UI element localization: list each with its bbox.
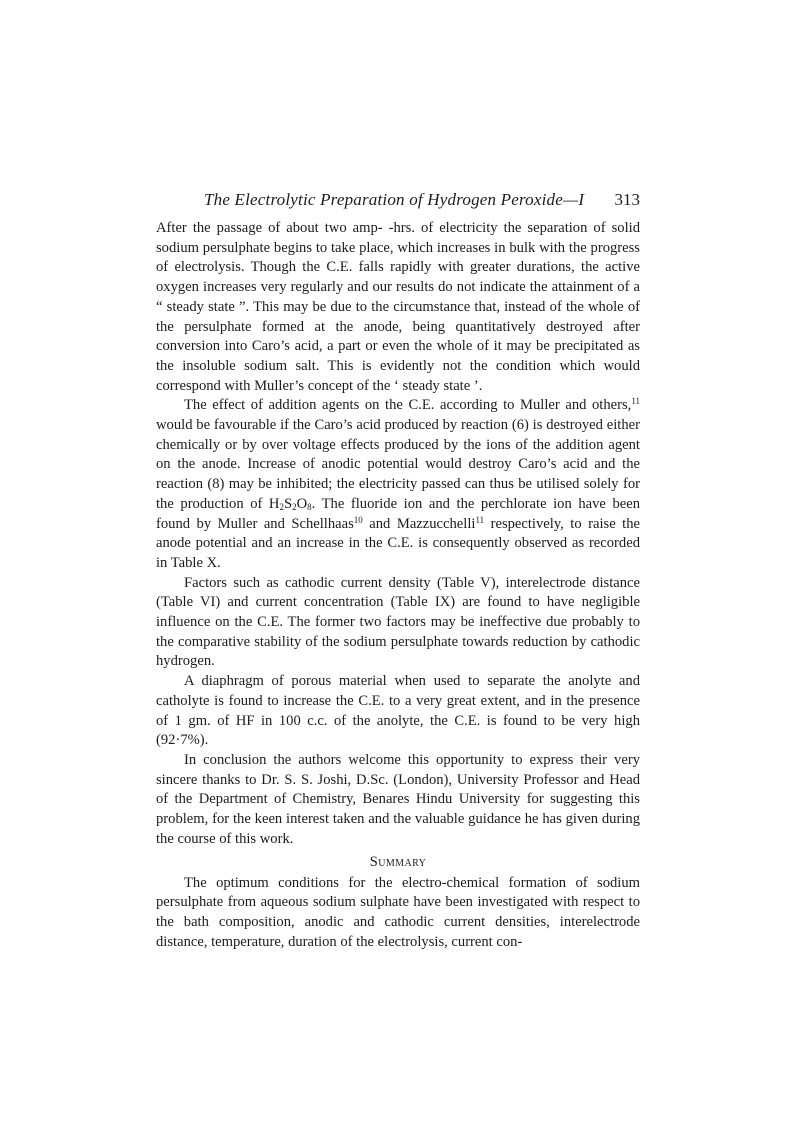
text-run: and Mazzucchelli xyxy=(362,515,476,532)
text-run: The effect of addition agents on the C.E. according to Muller and others, xyxy=(184,397,632,414)
paragraph-addition-agents xyxy=(156,396,640,573)
formula-char: O xyxy=(296,495,308,512)
text-run: respectively, to raise the anode potential and an increase in the C.E. is consequently observed as recorded in Table X. xyxy=(156,515,641,571)
paragraph-summary: The optimum conditions for the electro-chemical formation of sodium persulphate from aqueous sodium sulphate have been investigated with respect to the bath composition, anodic and cathodic current densities, interelectrode distance, temperature, duration of the electrolysis, current con- xyxy=(156,874,640,950)
paragraph-steady-state: After the passage of about two amp- -hrs. of electricity the separation of solid sodium persulphate begins to take place, which increases in bulk with the progress of electrolysis. Though the C.E. falls rapidly with greater durations, the active oxygen increases very regularly and our results do not indicate the attainment of a “ steady state ”. This may be due to the circumstance that, instead of the whole of the persulphate formed at the anode, being quantitatively destroyed after conversion into Caro’s acid, a part or even the whole of it may be precipitated as the insoluble sodium salt. This is evidently not the condition which would correspond with Muller’s concept of the ‘ steady state ’. xyxy=(156,220,640,394)
summary-heading: Summary xyxy=(369,853,427,870)
subscript: 8 xyxy=(307,501,312,512)
text-run: . The fluoride ion and the perchlorate ion have been found by Muller and Schellhaas xyxy=(156,495,641,532)
reference-marker: 11 xyxy=(631,396,640,407)
page-number: 313 xyxy=(614,190,640,209)
subscript: 2 xyxy=(292,501,297,512)
paragraph-acknowledgement: In conclusion the authors welcome this opportunity to express their very sincere thanks to Dr. S. S. Joshi, D.Sc. (London), University Professor and Head of the Department of Chemistry, Benares Hindu University for suggesting this problem, for the keen interest taken and the valuable guidance he has given during the course of this work. xyxy=(156,751,640,847)
running-header xyxy=(156,190,640,214)
text-run: would be favourable if the Caro’s acid produced by reaction (6) is destroyed either chemically or by over voltage effects produced by the ions of the addition agent on the anode. Increase of anodic potential would destroy Caro’s acid and the reaction (8) may be inhibited; the electricity passed can thus be utilised solely for the production of H xyxy=(156,417,640,512)
article-body xyxy=(156,219,640,952)
reference-marker: 11 xyxy=(475,514,485,525)
reference-marker: 10 xyxy=(353,514,363,525)
paragraph-factors: Factors such as cathodic current density (Table V), interelectrode distance (Table VI) and current concentration (Table IX) are found to have negligible influence on the C.E. The former two factors may be ineffective due probably to the comparative stability of the sodium persulphate towards reduction by cathodic hydrogen. xyxy=(156,574,640,670)
paragraph-diaphragm: A diaphragm of porous material when used to separate the anolyte and catholyte is found to increase the C.E. to a very great extent, and in the presence of 1 gm. of HF in 100 c.c. of the anolyte, the C.E. is found to be very high (92·7%). xyxy=(156,673,640,749)
subscript: 2 xyxy=(279,501,284,512)
formula-char: S xyxy=(283,495,293,512)
running-title: The Electrolytic Preparation of Hydrogen Peroxide—I xyxy=(204,190,585,209)
